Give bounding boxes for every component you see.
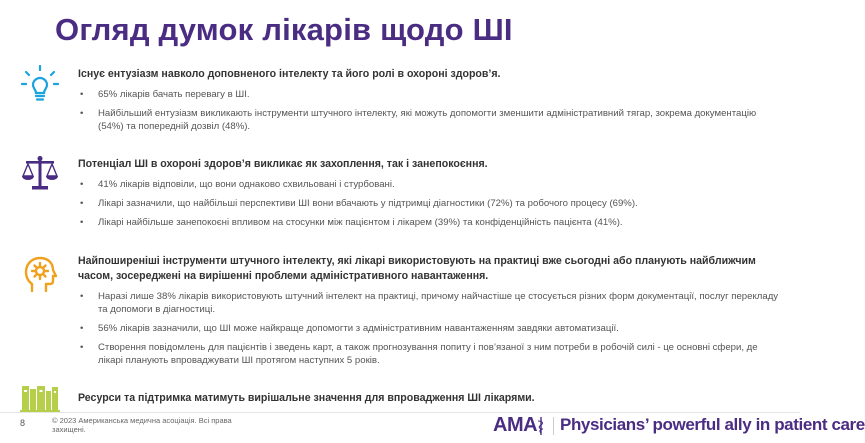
- list-item: • Лікарі найбільше занепокоєні впливом на стосунки між пацієнтом і лікарем (39%) та конфіденційність пацієнта (41%).: [78, 216, 783, 229]
- tagline: Physicians’ powerful ally in patient care: [560, 415, 865, 434]
- section-content: [78, 254, 783, 373]
- lightbulb-icon: [20, 64, 60, 104]
- footer-separator: [553, 417, 554, 435]
- bullet-list: [78, 178, 783, 229]
- section-content: [78, 67, 783, 139]
- page-title: Огляд думок лікарів щодо ШІ: [55, 12, 513, 47]
- section-heading: Існує ентузіазм навколо доповненого інтелекту та його ролі в охороні здоров’я.: [78, 68, 501, 80]
- head-gear-icon: [20, 254, 60, 294]
- list-item: • 56% лікарів зазначили, що ШІ може найкраще допомогти з адміністративним навантаженням завдяки автоматизації.: [78, 322, 783, 335]
- copyright-notice: © 2023 Американська медична асоціація. Всі права захищені.: [52, 416, 232, 434]
- ama-logo: AMA: [493, 414, 538, 436]
- staff-of-asclepius-icon: [536, 416, 546, 436]
- list-item: • Найбільший ентузіазм викликають інструменти штучного інтелекту, які можуть допомогти зменшити адміністративний тягар, зокрема документацію (54%) та попередній дозвіл (48%).: [78, 107, 783, 133]
- section-heading: Найпоширеніші інструменти штучного інтелекту, які лікарі використовують на практиці вже сьогодні або планують найближчим часом, зосереджені на вирішенні проблеми адміністративного навантаження.: [78, 255, 756, 282]
- bullet-list: [78, 290, 783, 367]
- page-number: 8: [20, 418, 26, 428]
- section-content: [78, 391, 783, 406]
- list-item: • 41% лікарів відповіли, що вони однаково схвильовані і стурбовані.: [78, 178, 783, 191]
- section-content: [78, 157, 783, 235]
- scales-icon: [20, 154, 60, 194]
- list-item: • Створення повідомлень для пацієнтів і зведень карт, а також прогнозування попиту і пов’язаної з ним потреби в робочій силі - це основні сфери, де лікарі планують впроваджувати ШІ протягом наступних 5 років.: [78, 341, 783, 367]
- list-item: • Наразі лише 38% лікарів використовують штучний інтелект на практиці, причому найчастіше це стосується різних форм документації, послуг перекладу та допомоги в діагностиці.: [78, 290, 783, 316]
- bullet-list: [78, 88, 783, 133]
- section-heading: Ресурси та підтримка матимуть вирішальне значення для впровадження ШІ лікарями.: [78, 392, 535, 404]
- list-item: • Лікарі зазначили, що найбільші перспективи ШІ вони вбачають у підтримці діагностики (72%) та робочого процесу (69%).: [78, 197, 783, 210]
- section-heading: Потенціал ШІ в охороні здоров’я викликає як захоплення, так і занепокоєння.: [78, 158, 488, 170]
- books-icon: [20, 384, 60, 412]
- list-item: • 65% лікарів бачать перевагу в ШІ.: [78, 88, 783, 101]
- footer-divider: [0, 412, 800, 413]
